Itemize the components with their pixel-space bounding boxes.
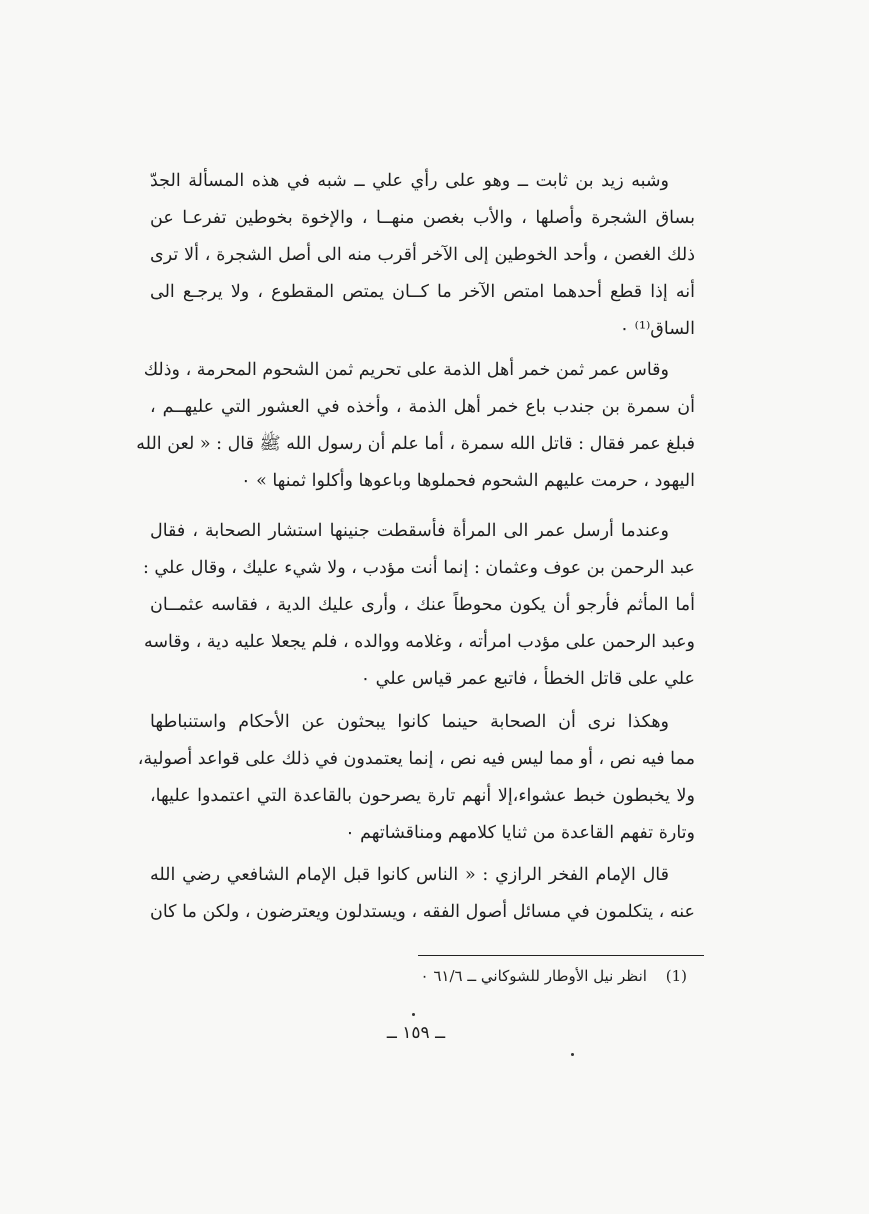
text-line: أما المأثم فأرجو أن يكون محوطاً عنك ، وأرى عليك الدية ، فقاسه عثمــان [150, 595, 695, 615]
text-line: مما فيه نص ، أو مما ليس فيه نص ، إنما يعتمدون في ذلك على قواعد أصولية، [137, 749, 695, 769]
scan-speck [412, 1013, 415, 1016]
text-line: وقاس عمر ثمن خمر أهل الذمة على تحريم ثمن الشحوم المحرمة ، وذلك [143, 360, 669, 380]
paragraph-companions-rules [137, 704, 695, 852]
scan-speck [571, 1053, 574, 1056]
page-number: ــ ١٥٩ ــ [386, 1023, 446, 1043]
text-line: بساق الشجرة وأصلها ، والأب بغصن منهــا ، والإخوة بخوطين تفرعـا عن [150, 208, 695, 228]
footnote [420, 962, 687, 990]
text-line: وشبه زيد بن ثابت ــ وهو على رأي علي ــ شبه في هذه المسألة الجدّ [150, 171, 669, 191]
text-line: عبد الرحمن بن عوف وعثمان : إنما أنت مؤدب ، ولا شيء عليك ، وقال علي : [142, 558, 695, 578]
text-line: الساق⁽¹⁾ ٠ [619, 319, 695, 339]
text-line: قال الإمام الفخر الرازي : « الناس كانوا قبل الإمام الشافعي رضي الله [150, 865, 669, 885]
footnote-divider [418, 955, 704, 956]
text-line: اليهود ، حرمت عليهم الشحوم فحملوها وباعوها وأكلوا ثمنها » ٠ [241, 471, 695, 491]
text-line: وعندما أرسل عمر الى المرأة فأسقطت جنينها استشار الصحابة ، فقال [150, 521, 669, 541]
text-line: علي على قاتل الخطأ ، فاتبع عمر قياس علي ٠ [360, 669, 695, 689]
paragraph-umar-wine-price [136, 352, 695, 500]
text-line: أن سمرة بن جندب باع خمر أهل الذمة ، وأخذه في العشور التي عليهــم ، [150, 397, 695, 417]
text-line: أنه إذا قطع أحدهما امتص الآخر ما كــان يمتص المقطوع ، ولا يرجـع الى [150, 282, 695, 302]
paragraph-grandfather-analogy [150, 163, 695, 348]
text-line: عنه ، يتكلمون في مسائل أصول الفقه ، ويستدلون ويعترضون ، ولكن ما كان [150, 902, 695, 922]
text-line: فبلغ عمر فقال : قاتل الله سمرة ، أما علم أن رسول الله ﷺ قال : « لعن الله [136, 434, 695, 454]
footnote-text: انظر نيل الأوطار للشوكاني ــ ٦١/٦ ٠ [420, 967, 647, 985]
paragraph-fetus-case [142, 513, 695, 698]
footnote-number: (1) [665, 967, 687, 985]
text-line: ذلك الغصن ، وأحد الخوطين إلى الآخر أقرب منه الى أصل الشجرة ، ألا ترى [150, 245, 695, 265]
text-line: ولا يخبطون خبط عشواء،إلا أنهم تارة يصرحون بالقاعدة التي اعتمدوا عليها، [150, 786, 695, 806]
text-line: وتارة تفهم القاعدة من ثنايا كلامهم ومناقشاتهم ٠ [345, 823, 695, 843]
paragraph-razi-quote [150, 857, 695, 931]
text-line: وعبد الرحمن على مؤدب امرأته ، وغلامه ووالده ، فلم يجعلا عليه دية ، وقاسه [143, 632, 695, 652]
text-line: وهكذا نرى أن الصحابة حينما كانوا يبحثون عن الأحكام واستنباطها [150, 712, 669, 732]
